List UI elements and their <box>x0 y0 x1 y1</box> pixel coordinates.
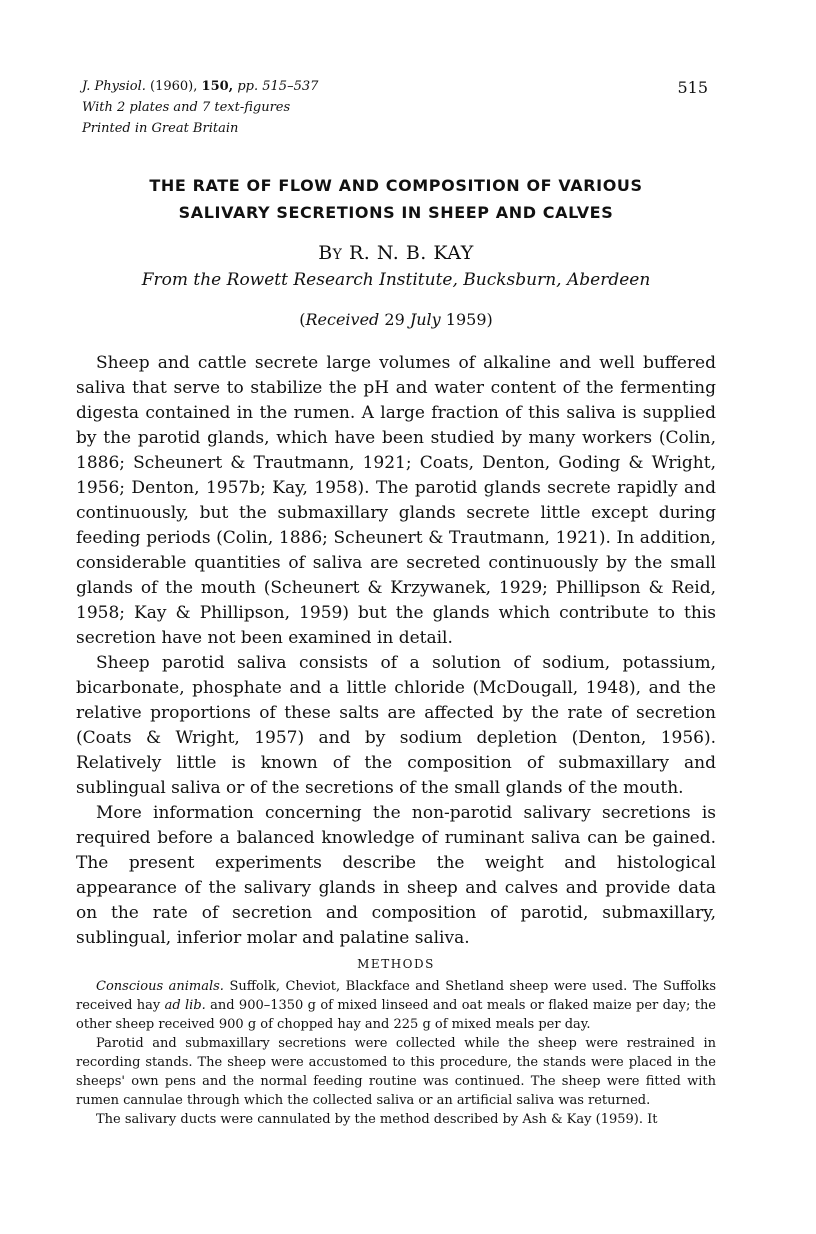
methods-p1-text-a: Suffolk, Cheviot, Blackface and Shetland sheep were used. The Suffolks received hay <box>76 979 716 1013</box>
intro-paragraph-1: Sheep and cattle secrete large volumes of alkaline and well buffered saliva that serve to stabilize the pH and water content of the fermenting digesta contained in the rumen. A large fraction of this saliva is supplied by the parotid glands, which have been studied by many workers (Colin, 1886; Scheunert & Trautmann, 1921; Coats, Denton, Goding & Wright, 1956; Denton, 1957b; Kay, 1958). The parotid glands secrete rapidly and continuously, but the submaxillary glands secrete little except during feeding periods (Colin, 1886; Scheunert & Trautmann, 1921). In addition, considerable quantities of saliva are secreted continuously by the small glands of the mouth (Scheunert & Krzywanek, 1929; Phillipson & Reid, 1958; Kay & Phillipson, 1959) but the glands which contribute to this secretion have not been examined in detail. <box>76 353 716 648</box>
received-month: July <box>409 310 441 329</box>
received-year: 1959) <box>440 310 493 329</box>
methods-paragraph-1 <box>76 977 716 1034</box>
page-number: 515 <box>677 78 708 97</box>
methods-section <box>76 977 716 1129</box>
journal-name: J. Physiol. <box>82 79 146 94</box>
byline <box>76 242 716 264</box>
intro-paragraph-3: More information concerning the non-parotid salivary secretions is required before a balanced knowledge of ruminant saliva can be gained. The present experiments describe the weight and histological appearance of the salivary glands in sheep and calves and provide data on the rate of secretion and composition of parotid, submaxillary, sublingual, inferior molar and palatine saliva. <box>76 803 716 948</box>
affiliation: From the Rowett Research Institute, Bucksburn, Aberdeen <box>141 270 651 290</box>
article-title <box>76 172 716 226</box>
conscious-animals-label: Conscious animals. <box>96 979 224 994</box>
byline-by-rest: Y <box>332 247 343 263</box>
title-line-2: SALIVARY SECRETIONS IN SHEEP AND CALVES <box>178 203 614 222</box>
received-date <box>76 310 716 329</box>
printed-note: Printed in Great Britain <box>82 121 239 136</box>
received-open: ( <box>299 310 306 329</box>
methods-heading: METHODS <box>357 957 435 971</box>
methods-p1-text-b: and 900–1350 g of mixed linseed and oat meals or flaked maize per day; the other sheep received 900 g of chopped hay and 225 g of mixed meals per day. <box>76 998 717 1032</box>
author-name: R. N. B. KAY <box>348 242 474 264</box>
journal-year: (1960), <box>150 79 198 94</box>
citation-line <box>82 76 318 97</box>
plates-note: With 2 plates and 7 text-figures <box>82 100 291 115</box>
methods-paragraph-2: Parotid and submaxillary secretions were collected while the sheep were restrained in recording stands. The sheep were accustomed to this procedure, the stands were placed in the sheeps' own pens and the normal feeding routine was continued. The sheep were fitted with rumen cannulae through which the collected saliva or an artificial saliva was returned. <box>76 1036 716 1108</box>
intro-paragraph-2: Sheep parotid saliva consists of a solution of sodium, potassium, bicarbonate, phosphate and a little chloride (McDougall, 1948), and the relative proportions of these salts are affected by the rate of secretion (Coats & Wright, 1957) and by sodium depletion (Denton, 1956). Relatively little is known of the composition of submaxillary and sublingual saliva or of the secretions of the small glands of the mouth. <box>76 653 716 798</box>
page <box>76 74 716 1129</box>
title-line-1: THE RATE OF FLOW AND COMPOSITION OF VARIOUS <box>149 176 643 195</box>
byline-by-initial: B <box>318 242 333 264</box>
journal-pages: pp. 515–537 <box>237 79 319 94</box>
citation-block <box>82 76 318 139</box>
received-day: 29 <box>379 310 410 329</box>
methods-paragraph-3: The salivary ducts were cannulated by the method described by Ash & Kay (1959). It <box>96 1112 658 1127</box>
received-label: Received <box>305 310 380 329</box>
introduction <box>76 351 716 951</box>
ad-lib: ad lib. <box>164 998 206 1013</box>
running-header <box>76 74 716 140</box>
journal-volume: 150, <box>201 79 234 94</box>
